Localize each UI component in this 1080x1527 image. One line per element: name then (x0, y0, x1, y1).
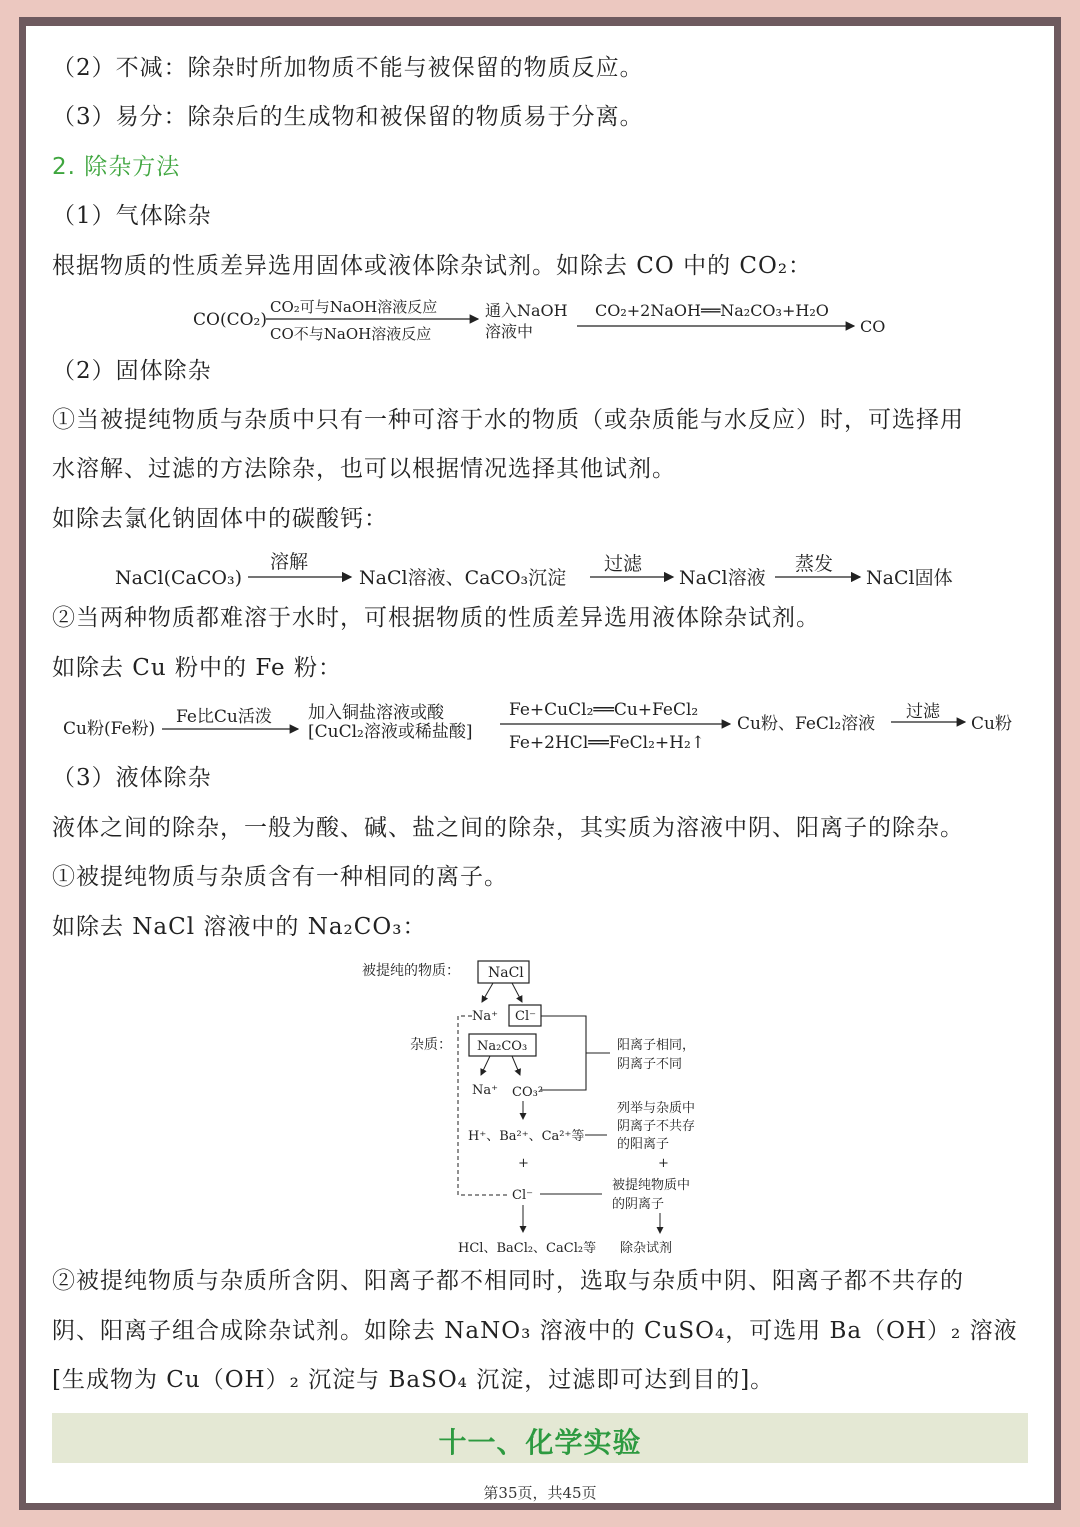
text-line: 水溶解、过滤的方法除杂，也可以根据情况选择其他试剂。 (52, 456, 676, 482)
nacl-step-dissolve: 溶解 (270, 551, 309, 573)
bracket-line (540, 1016, 586, 1090)
section-title: 十一、化学实验 (438, 1426, 642, 1459)
na-ion-1: Na⁺ (472, 1009, 498, 1024)
note1-line1: 阳离子相同， (617, 1038, 696, 1053)
note2-line3: 的阳离子 (617, 1137, 670, 1152)
cu-removal-diagram (0, 695, 1080, 757)
cu-eq1: Fe+CuCl₂══Cu+FeCl₂ (509, 700, 699, 720)
note2-line2: 阴离子不共存 (617, 1119, 696, 1134)
text-line: （2）固体除杂 (52, 358, 212, 384)
na-ion-2: Na⁺ (472, 1083, 498, 1098)
page-footer: 第35页，共45页 (483, 1484, 597, 1502)
impurity-name: Na₂CO₃ (477, 1039, 528, 1054)
text-line: ②被提纯物质与杂质所含阴、阳离子都不相同时，选取与杂质中阴、阳离子都不共存的 (52, 1268, 964, 1294)
cu-step1: Fe比Cu活泼 (176, 707, 272, 727)
arrow (512, 983, 522, 1002)
cu-eq2: Fe+2HCl══FeCl₂+H₂↑ (509, 733, 706, 753)
text-line: 如除去 NaCl 溶液中的 Na₂CO₃： (52, 914, 427, 940)
text-line: ①被提纯物质与杂质含有一种相同的离子。 (52, 864, 508, 890)
co-step2: 溶液中 (485, 322, 534, 341)
note2-line1: 列举与杂质中 (617, 1101, 696, 1116)
co-start: CO(CO₂) (193, 310, 267, 330)
nacl-end: NaCl固体 (866, 567, 953, 589)
text-line: ②当两种物质都难溶于水时，可根据物质的性质差异选用液体除杂试剂。 (52, 605, 820, 631)
plus-sign: + (658, 1156, 669, 1171)
cl-ion-2: Cl⁻ (512, 1188, 533, 1203)
ion-removal-diagram (0, 955, 1080, 1260)
cu-end: Cu粉 (971, 714, 1012, 734)
section-heading: 2. 除杂方法 (52, 154, 181, 180)
co-removal-diagram (0, 292, 1080, 348)
nacl-mid1: NaCl溶液、CaCO₃沉淀 (359, 567, 567, 589)
cu-step-filter: 过滤 (906, 702, 940, 722)
text-line: 液体之间的除杂，一般为酸、碱、盐之间的除杂，其实质为溶液中阴、阳离子的除杂。 (52, 815, 964, 841)
reagent-list: HCl、BaCl₂、CaCl₂等 (458, 1241, 597, 1256)
cu-mid: Cu粉、FeCl₂溶液 (737, 714, 876, 734)
carbonate-ion: CO₃²⁻ (512, 1085, 550, 1100)
text-line: 如除去 Cu 粉中的 Fe 粉： (52, 655, 342, 681)
text-line: 阴、阳离子组合成除杂试剂。如除去 NaNO₃ 溶液中的 CuSO₄，可选用 Ba（OH）₂ 溶液 (52, 1318, 1018, 1344)
cation-list: H⁺、Ba²⁺、Ca²⁺等 (468, 1129, 585, 1144)
plus-sign: + (518, 1156, 529, 1171)
section-banner (52, 1413, 1028, 1463)
cu-start: Cu粉(Fe粉) (63, 719, 156, 739)
text-line: （1）气体除杂 (52, 203, 212, 229)
reagent-label: 除杂试剂 (620, 1241, 673, 1256)
note1-line2: 阴离子不同 (617, 1057, 683, 1072)
text-line: [生成物为 Cu（OH）₂ 沉淀与 BaSO₄ 沉淀，过滤即可达到目的]。 (52, 1367, 775, 1393)
text-line: （3）易分：除杂后的生成物和被保留的物质易于分离。 (52, 104, 644, 130)
note3-line1: 被提纯物质中 (612, 1178, 691, 1193)
co-step1: 通入NaOH (485, 301, 568, 320)
text-line: ①当被提纯物质与杂质中只有一种可溶于水的物质（或杂质能与水反应）时，可选择用 (52, 407, 964, 433)
nacl-start: NaCl(CaCO₃) (115, 567, 242, 589)
nacl-removal-diagram (0, 546, 1080, 594)
nacl-mid2: NaCl溶液 (679, 567, 766, 589)
purified-label: 被提纯的物质： (362, 963, 460, 979)
text-line: （2）不减：除杂时所加物质不能与被保留的物质反应。 (52, 55, 644, 81)
nacl-step-filter: 过滤 (604, 553, 643, 575)
cu-step2b: [CuCl₂溶液或稀盐酸] (308, 722, 473, 742)
arrow (481, 1056, 490, 1075)
text-line: 如除去氯化钠固体中的碳酸钙： (52, 506, 388, 532)
cl-ion-1: Cl⁻ (515, 1009, 536, 1024)
co-cond1: CO₂可与NaOH溶液反应 (270, 298, 438, 316)
text-line: 根据物质的性质差异选用固体或液体除杂试剂。如除去 CO 中的 CO₂： (52, 253, 813, 279)
note3-line2: 的阴离子 (612, 1197, 665, 1212)
cu-step2a: 加入铜盐溶液或酸 (308, 703, 444, 723)
text-line: （3）液体除杂 (52, 765, 212, 791)
impurity-label: 杂质： (410, 1037, 452, 1053)
co-end: CO (860, 317, 886, 336)
purified-name: NaCl (488, 965, 524, 981)
arrow (482, 983, 493, 1002)
co-cond2: CO不与NaOH溶液反应 (270, 325, 432, 343)
co-equation: CO₂+2NaOH══Na₂CO₃+H₂O (595, 301, 829, 320)
nacl-step-evaporate: 蒸发 (795, 553, 834, 575)
arrow (512, 1056, 520, 1075)
